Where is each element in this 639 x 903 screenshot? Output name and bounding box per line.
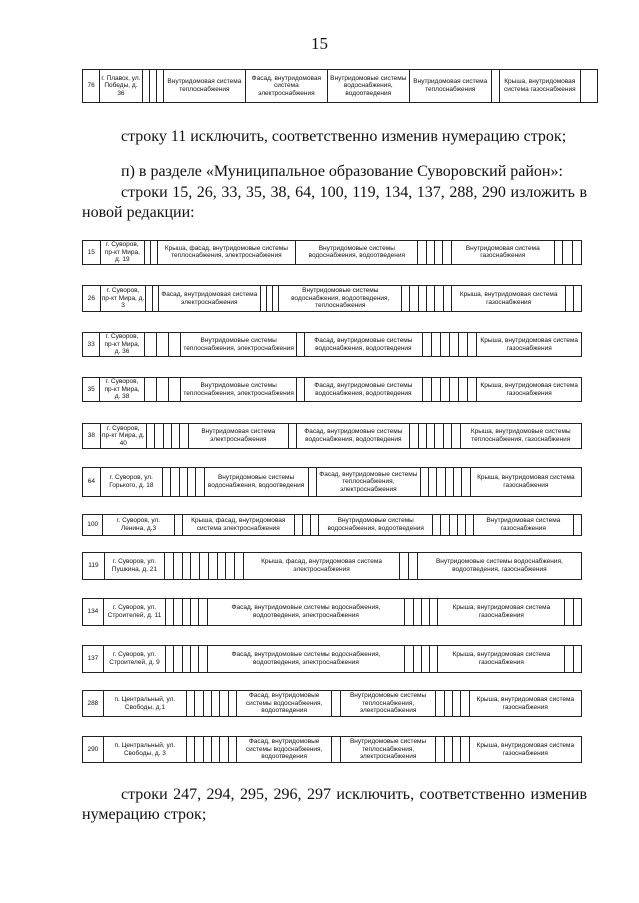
row-address: г. Суворов, пр-кт Мира, д. 36 [100, 333, 145, 357]
table-row-290 [82, 736, 582, 763]
text-line-6: нумерацию строк; [82, 806, 207, 823]
table-row-15 [82, 240, 582, 265]
row-cell: Внутридомовые системы водоснабжения, водоотведения, теплоснабжения [279, 286, 402, 312]
row-cell: Крыша, внутридомовая система газоснабжения [470, 468, 581, 497]
row-cell: Крыша, фасад, внутридомовые системы теплоснабжения, электроснабжения [157, 241, 296, 265]
row-cell: Крыша, внутридомовая система газоснабжения [477, 333, 582, 357]
row-cell: Внутридомовые системы водоснабжения, водоотведения, газоснабжения [417, 553, 581, 580]
text-line-1: строку 11 исключить, соответственно изменив нумерацию строк; [121, 128, 567, 145]
row-number: 64 [83, 468, 101, 497]
table-row-38 [82, 423, 582, 449]
row-address: г. Суворов, пр-кт Мира, д. 19 [100, 241, 145, 265]
row-address: п. Центральный, ул. Свободы, д.1 [103, 691, 186, 717]
row-cell: Внутридомовая система теплоснабжения [409, 70, 491, 103]
row-cell: Фасад, внутридомовая система электроснабжения [158, 286, 260, 312]
row-number: 15 [83, 241, 101, 265]
text-line-3: строки 15, 26, 33, 35, 38, 64, 100, 119, 134, 137, 288, 290 изложить в [121, 184, 587, 201]
table-row-76 [82, 69, 598, 103]
row-number: 134 [83, 599, 104, 626]
row-cell: Крыша, внутридомовая система газоснабжения [499, 70, 580, 103]
table-row-100 [82, 514, 582, 536]
row-address: г. Суворов, пр-кт Мира, д. 38 [100, 378, 145, 402]
row-number: 119 [83, 553, 105, 580]
row-number: 38 [83, 424, 101, 449]
row-address: г. Суворов, ул. Ленина, д.3 [103, 515, 174, 536]
row-number: 100 [83, 515, 103, 536]
page-number: 15 [311, 34, 328, 53]
row-cell: Крыша, внутридомовая система газоснабжения [438, 646, 565, 673]
row-number: 137 [83, 646, 104, 673]
row-address: г. Суворов, пр-кт Мира, д. 40 [102, 424, 145, 447]
table-row-33 [82, 332, 582, 357]
row-cell: Крыша, внутридомовая система газоснабжения [469, 737, 581, 763]
row-cell: Фасад, внутридомовые системы водоснабжения, водоотведения [305, 333, 423, 357]
row-cell: Фасад, внутридомовые системы водоснабжения, водоотведения [236, 737, 332, 763]
row-address: г. Суворов, пр-кт Мира, д. 3 [100, 286, 146, 312]
table-row-288 [82, 690, 582, 717]
row-address: г. Суворов, ул. Строителей, д. 9 [103, 646, 165, 673]
row-cell: Внутридомовые системы водоснабжения, водоотведения [327, 70, 409, 103]
row-cell: Внутридомовые системы теплоснабжения, электроснабжения [340, 691, 436, 717]
row-cell: Крыша, внутридомовая система газоснабжения [469, 691, 581, 717]
table-row-35 [82, 377, 582, 402]
row-number: 33 [83, 333, 100, 357]
text-line-4: новой редакции: [82, 204, 195, 221]
row-cell: Крыша, фасад, внутридомовая система электроснабжения [182, 515, 294, 536]
row-cell: Крыша, внутридомовая система газоснабжения [451, 286, 565, 312]
row-cell: Внутридомовые системы теплоснабжения, электроснабжения [181, 333, 297, 357]
row-cell: Фасад, внутридомовые системы теплоснабжения, электроснабжения [316, 468, 420, 497]
row-cell: Крыша, внутридомовая система газоснабжения [477, 378, 582, 402]
row-number: 35 [83, 378, 100, 402]
row-cell: Внутридомовая система электроснабжения [188, 424, 288, 449]
row-cell: Внутридомовые системы теплоснабжения, электроснабжения [340, 737, 436, 763]
row-cell: Фасад, внутридомовые системы водоснабжения, водоотведения [305, 378, 423, 402]
row-cell: Фасад, внутридомовые системы водоснабжения, водоотведения, электроснабжения [207, 599, 405, 626]
row-cell: Фасад, внутридомовые системы водоснабжения, водоотведения, электроснабжения [207, 646, 405, 673]
table-row-134 [82, 598, 582, 626]
row-cell: Внутридомовая система газоснабжения [451, 241, 555, 265]
row-cell: Фасад, внутридомовые системы водоснабжения, водоотведения [297, 424, 410, 449]
row-number: 76 [83, 70, 100, 103]
row-cell: Внутридомовые системы теплоснабжения, электроснабжения [181, 378, 297, 402]
text-line-2: п) в разделе «Муниципальное образование Суворовский район»: [121, 163, 563, 180]
table-row-119 [82, 552, 582, 580]
row-address: г. Суворов, ул. Строителей, д. 11 [103, 599, 165, 626]
row-cell: Внутридомовая система газоснабжения [473, 515, 573, 536]
row-number: 290 [83, 737, 104, 763]
row-cell: Фасад, внутридомовая система электроснабжения [245, 70, 327, 103]
row-address: п. Центральный, ул. Свободы, д. 3 [103, 737, 186, 763]
table-row-26 [82, 285, 582, 312]
row-cell: Крыша, внутридомовые системы теплоснабжения, газоснабжения [460, 424, 582, 449]
row-cell: Крыша, фасад, внутридомовая система электроснабжения [243, 553, 399, 580]
row-cell: Крыша, внутридомовая система газоснабжения [438, 599, 565, 626]
row-cell: Внутридомовые системы водоснабжения, водоотведения [296, 241, 418, 265]
table-row-64 [82, 467, 582, 497]
row-number: 288 [83, 691, 104, 717]
text-line-5: строки 247, 294, 295, 296, 297 исключить, соответственно изменив [121, 786, 587, 803]
row-cell: Внутридомовые системы водоснабжения, водоотведения [319, 515, 433, 536]
row-number: 26 [83, 286, 101, 312]
row-address: г. Суворов, ул. Пушкина, д. 21 [104, 553, 164, 580]
row-cell: Фасад, внутридомовые системы водоснабжения, водоотведения [236, 691, 332, 717]
row-cell: Внутридомовая система теплоснабжения [163, 70, 245, 103]
row-address: г. Суворов, ул. Горького, д. 18 [100, 468, 162, 497]
row-address: г. Плавск, ул. Победы, д. 36 [100, 70, 142, 103]
table-row-137 [82, 645, 582, 673]
row-cell: Внутридомовые системы водоснабжения, водоотведения [204, 468, 308, 497]
